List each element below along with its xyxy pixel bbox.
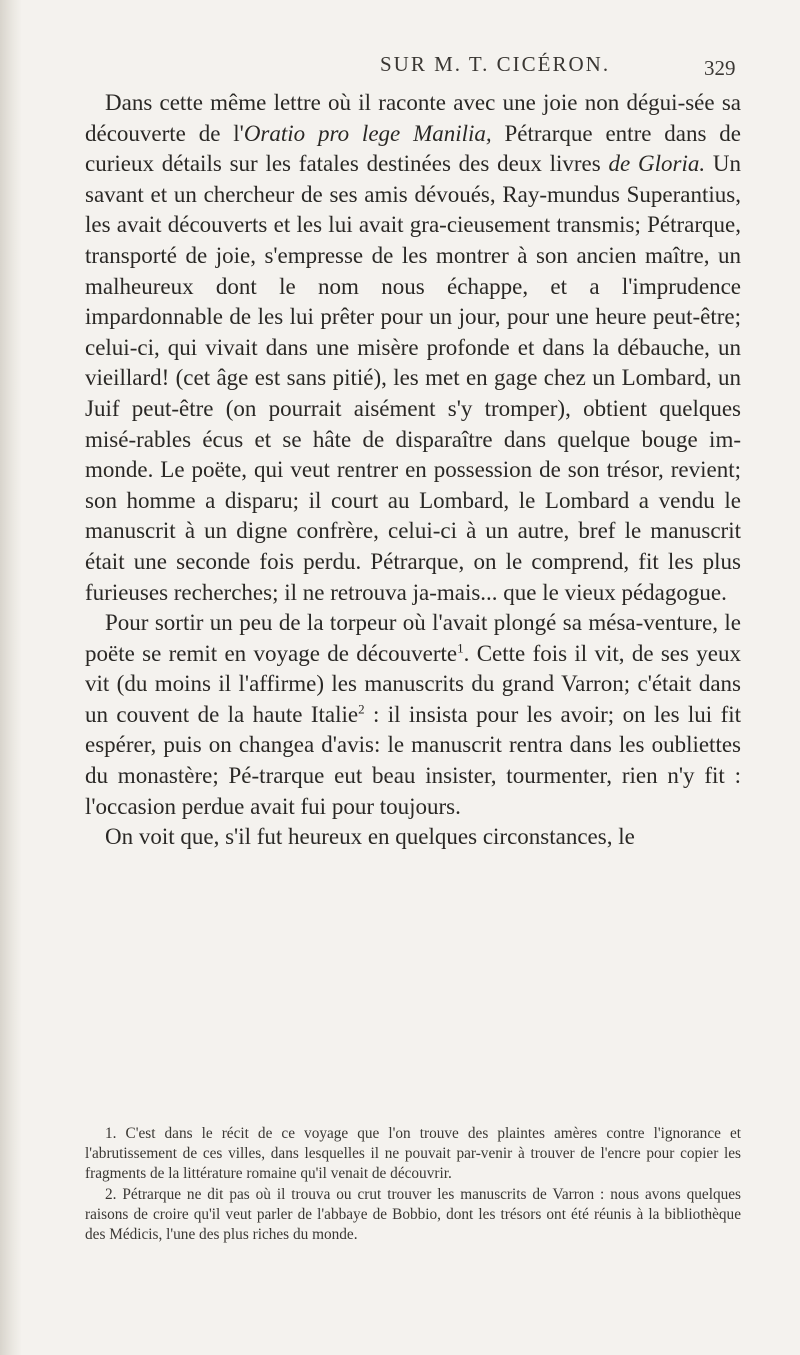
running-title: SUR M. T. CICÉRON. bbox=[380, 52, 611, 76]
footnote-ref-2[interactable]: 2 bbox=[358, 701, 365, 717]
paragraph-3: On voit que, s'il fut heureux en quelques circonstances, le bbox=[105, 824, 635, 850]
paragraph-2 bbox=[85, 608, 741, 822]
main-text bbox=[85, 88, 741, 853]
footnote-1: 1. C'est dans le récit de ce voyage que l'on trouve des plaintes amères contre l'ignorance et l'abrutissement de ces villes, dans lesquelles il ne pouvait par-venir à trouver de l'encre pour copier les fragments de la littérature romaine qu'il venait de découvrir. bbox=[85, 1125, 741, 1183]
paragraph-2-text-b: . Cette fois il vit, de ses yeux vit (du moins il l'affirme) les manuscrits du grand Varron; c'était dans un couvent de la haute Italie bbox=[85, 640, 741, 727]
paragraph-1-text-a: Dans cette même lettre où il raconte avec une joie non dégui-sée sa découverte de l' bbox=[85, 90, 741, 146]
paragraph-1-text-c: Un savant et un chercheur de ses amis dévoués, Ray-mundus Superantius, les avait découverts et les lui avait gra-cieusement transmis; Pétrarque, transporté de joie, s'empresse de les montrer à son ancien maître, un malheureux dont le nom nous échappe, et a l'imprudence impardonnable de les lui prêter pour un jour, pour une heure peut-être; celui-ci, qui vivait dans une misère profonde et dans la débauche, un vieillard! (cet âge est sans pitié), les met en gage chez un Lombard, un Juif peut-être (on pourrait aisément s'y tromper), obtient quelques misé-rables écus et se hâte de disparaître dans quelque bouge im-monde. Le poëte, qui veut rentrer en possession de son trésor, revient; son homme a disparu; il court au Lombard, le Lombard a vendu le manuscrit à un digne confrère, celui-ci à un autre, bref le manuscrit était une seconde fois perdu. Pétrarque, on le comprend, fit les plus furieuses recherches; il ne retrouva ja-mais... que le vieux pédagogue. bbox=[85, 151, 741, 605]
paragraph-1 bbox=[85, 88, 741, 608]
footnotes bbox=[85, 1124, 741, 1245]
page-spine-shadow bbox=[0, 0, 22, 1355]
paragraph-1-italic-title-1: Oratio pro lege Manilia, bbox=[243, 120, 492, 146]
paragraph-1-text-b: Pétrarque entre dans de curieux détails sur les fatales destinées des deux livres bbox=[85, 120, 741, 177]
footnote-ref-1[interactable]: 1 bbox=[457, 640, 464, 656]
page-number: 329 bbox=[704, 56, 736, 80]
paragraph-2-text-a: Pour sortir un peu de la torpeur où l'avait plongé sa mésa-venture, le poëte se remit en voyage de découverte bbox=[85, 610, 741, 666]
paragraph-2-text-c: : il insista pour les avoir; on les lui fit espérer, puis on changea d'avis: le manuscrit rentra dans les oubliettes du monastère; Pé-trarque eut beau insister, tourmenter, rien n'y fit : l'occasion perdue avait fui pour toujours. bbox=[85, 701, 742, 819]
paragraph-1-italic-title-2: de Gloria. bbox=[608, 151, 706, 177]
footnote-2: 2. Pétrarque ne dit pas où il trouva ou crut trouver les manuscrits de Varron : nous avons quelques raisons de croire qu'il veut parler de l'abbaye de Bobbio, dont les trésors ont été réunis à la bibliothèque des Médicis, l'une des plus riches du monde. bbox=[85, 1185, 741, 1244]
